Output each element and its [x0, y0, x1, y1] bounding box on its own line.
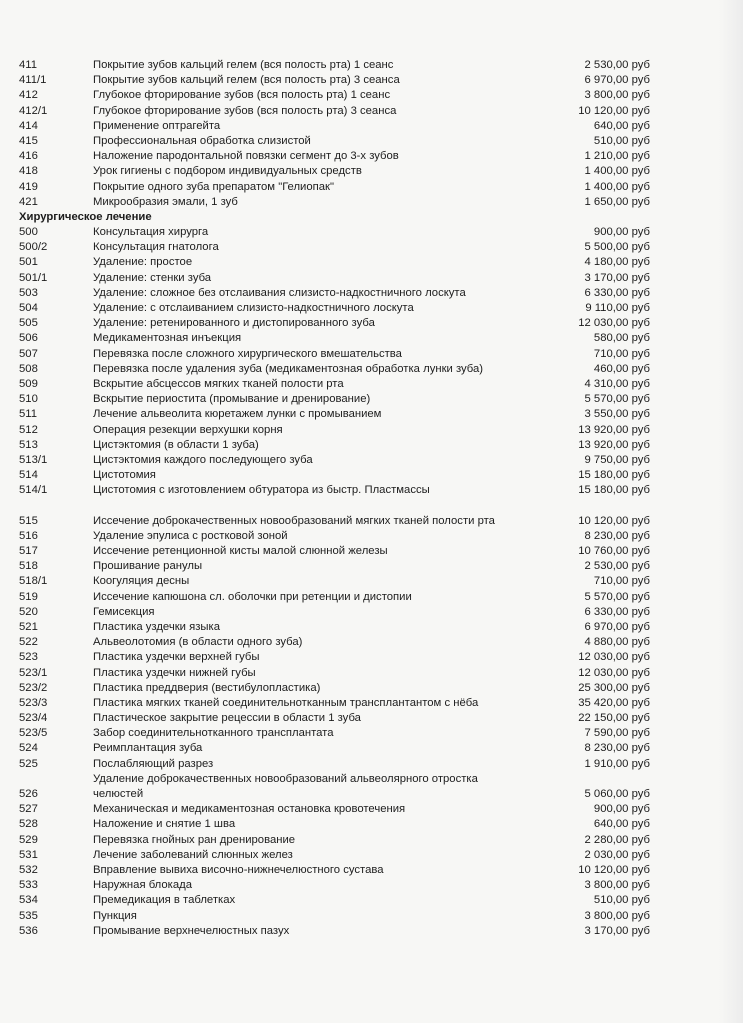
service-code: 412: [19, 89, 38, 102]
service-code: 512: [19, 423, 38, 436]
service-code: 523/1: [19, 666, 48, 679]
service-code: 501/1: [19, 271, 48, 284]
service-name: Удаление: с отслаиванием слизисто-надкостничного лоскута: [93, 302, 414, 314]
service-code: 520: [19, 605, 38, 618]
service-name: Наружная блокада: [93, 879, 193, 892]
service-name: Перевязка гнойных ран дренирование: [93, 833, 296, 846]
service-name: Применение оптрагейта: [93, 119, 221, 132]
service-name: Прошивание ранулы: [93, 560, 203, 573]
service-name: Покрытие зубов кальций гелем (вся полость рта) 1 сеанс: [93, 59, 394, 71]
service-name: Лечение альвеолита кюретажем лунки с промыванием: [93, 408, 382, 421]
service-name: Пластика уздечки верхней губы: [93, 651, 260, 664]
service-price: 1 400,00 руб: [584, 165, 650, 178]
service-code: 501: [19, 256, 38, 269]
service-name: Вскрытие периостита (промывание и дренирование): [93, 393, 371, 406]
service-price: 580,00 руб: [593, 332, 650, 345]
service-price: 510,00 руб: [593, 134, 650, 147]
service-name: Профессиональная обработка слизистой: [93, 134, 311, 147]
service-code: 510: [19, 393, 38, 406]
service-name: Удаление доброкачественных новообразований альвеолярного отростка челюстей: [93, 772, 478, 801]
service-name: Медикаментозная инъекция: [93, 332, 242, 345]
table-row: [0, 225, 743, 240]
table-row: [0, 833, 743, 848]
table-row: [0, 650, 743, 665]
table-row: [0, 362, 743, 377]
service-price: 640,00 руб: [593, 119, 650, 132]
service-code: 503: [19, 286, 38, 299]
service-price: 12 030,00 руб: [578, 666, 650, 679]
page-edge-shadow: [719, 0, 743, 1023]
service-price: 3 800,00 руб: [584, 909, 650, 922]
service-name: Цистэктомия (в области 1 зуба): [93, 438, 259, 451]
service-price: 8 230,00 руб: [584, 529, 650, 542]
service-name: Иссечение капюшона сл. оболочки при ретенции и дистопии: [93, 590, 412, 603]
service-name: Коогуляция десны: [93, 575, 190, 588]
service-price: 22 150,00 руб: [578, 712, 650, 725]
table-row: [0, 802, 743, 817]
service-name: Цистотомия: [93, 469, 156, 482]
service-name: Иссечение ретенционной кисты малой слюнной железы: [93, 545, 388, 557]
service-price: 15 180,00 руб: [578, 469, 650, 482]
table-row: [0, 529, 743, 544]
service-code: 504: [19, 302, 38, 314]
service-name: Цистэктомия каждого последующего зуба: [93, 453, 313, 466]
service-name: Пластическое закрытие рецессии в области 1 зуба: [93, 712, 361, 725]
service-price: 3 800,00 руб: [584, 89, 650, 102]
service-code: 523/3: [19, 696, 48, 709]
service-price: 6 970,00 руб: [584, 620, 650, 633]
service-price: 8 230,00 руб: [584, 742, 650, 755]
service-name: Цистотомия с изготовлением обтуратора из быстр. Пластмассы: [93, 484, 430, 497]
service-code: 415: [19, 134, 38, 147]
service-price: 12 030,00 руб: [578, 651, 650, 664]
service-price: 2 530,00 руб: [584, 59, 650, 71]
table-row: [0, 817, 743, 832]
service-code: 518/1: [19, 575, 48, 588]
spacer: [0, 498, 743, 513]
service-code: 411/1: [19, 74, 47, 87]
table-row: [0, 347, 743, 362]
service-name: Удаление эпулиса с ростковой зоной: [93, 529, 288, 542]
service-code: 421: [19, 195, 38, 208]
service-price: 1 400,00 руб: [584, 180, 650, 193]
table-row: [0, 483, 743, 498]
service-code: 514: [19, 469, 38, 482]
table-row: [0, 544, 743, 559]
service-code: 528: [19, 818, 38, 831]
service-price: 5 570,00 руб: [584, 393, 650, 406]
table-row: [0, 392, 743, 407]
service-price: 1 650,00 руб: [584, 195, 650, 208]
table-row: [0, 58, 743, 73]
table-row: [0, 848, 743, 863]
service-code: 522: [19, 636, 38, 649]
price-table-block: [0, 225, 743, 498]
service-price: 2 030,00 руб: [584, 848, 650, 861]
service-price: 900,00 руб: [593, 226, 650, 239]
table-row: [0, 164, 743, 179]
table-row: [0, 590, 743, 605]
service-code: 523/4: [19, 712, 48, 725]
table-row: [0, 909, 743, 924]
service-name: Вправление вывиха височно-нижнечелюстного сустава: [93, 863, 384, 876]
service-price: 9 110,00 руб: [585, 302, 650, 314]
service-name: Механическая и медикаментозная остановка кровотечения: [93, 803, 406, 816]
service-code: 511: [19, 408, 38, 421]
service-price: 5 060,00 руб: [584, 788, 650, 800]
service-price: 900,00 руб: [593, 803, 650, 816]
service-name: Вскрытие абсцессов мягких тканей полости рта: [93, 377, 344, 390]
service-price: 15 180,00 руб: [578, 484, 650, 497]
service-name: Операция резекции верхушки корня: [93, 423, 283, 436]
service-price: 5 570,00 руб: [584, 590, 650, 603]
table-row: [0, 893, 743, 908]
service-price: 5 500,00 руб: [584, 241, 650, 254]
service-code: 414: [19, 119, 38, 132]
service-price: 13 920,00 руб: [578, 423, 650, 436]
service-price: 10 760,00 руб: [578, 545, 650, 557]
service-code: 523: [19, 651, 38, 664]
service-code: 526: [19, 788, 38, 800]
service-code: 513: [19, 438, 38, 451]
service-code: 412/1: [19, 104, 48, 117]
service-price: 12 030,00 руб: [578, 317, 650, 330]
table-row: [0, 255, 743, 270]
table-row: [0, 635, 743, 650]
service-name: Пластика уздечки языка: [93, 620, 220, 633]
service-name: Иссечение доброкачественных новообразований мягких тканей полости рта: [93, 514, 495, 527]
service-code: 419: [19, 180, 38, 193]
service-code: 527: [19, 803, 38, 816]
service-price: 3 170,00 руб: [584, 271, 650, 284]
service-price: 10 120,00 руб: [578, 514, 650, 527]
table-row: [0, 104, 743, 119]
price-table-block: [0, 802, 743, 939]
service-code: 532: [19, 863, 38, 876]
service-code: 509: [19, 377, 38, 390]
service-price: 3 800,00 руб: [584, 879, 650, 892]
service-code: 529: [19, 833, 38, 846]
service-name: Удаление: сложное без отслаивания слизисто-надкостничного лоскута: [93, 286, 466, 299]
service-code: 521: [19, 620, 38, 633]
service-price: 510,00 руб: [593, 894, 650, 907]
service-code: 519: [19, 590, 38, 603]
service-code: 506: [19, 332, 38, 345]
service-name: Глубокое фторирование зубов (вся полость рта) 1 сеанс: [93, 89, 391, 102]
service-code: 535: [19, 909, 38, 922]
service-name: Промывание верхнечелюстных пазух: [93, 924, 290, 937]
table-row: [0, 681, 743, 696]
service-price: 710,00 руб: [593, 575, 650, 588]
table-row: [0, 666, 743, 681]
service-price: 7 590,00 руб: [584, 727, 650, 740]
table-row: [0, 377, 743, 392]
table-row: [0, 423, 743, 438]
table-row: [0, 453, 743, 468]
service-name: Пластика уздечки нижней губы: [93, 666, 256, 679]
service-name: Послабляющий разрез: [93, 757, 214, 770]
service-code: 500: [19, 226, 38, 239]
service-name: Покрытие зубов кальций гелем (вся полость рта) 3 сеанса: [93, 74, 400, 87]
table-row: [0, 88, 743, 103]
service-name: Консультация гнатолога: [93, 241, 219, 254]
service-price: 4 310,00 руб: [584, 377, 650, 390]
service-name: Лечение заболеваний слюнных желез: [93, 848, 293, 861]
price-table-block: [0, 514, 743, 772]
table-row: [0, 73, 743, 88]
service-code: 523/5: [19, 727, 48, 740]
table-row: [0, 863, 743, 878]
service-code: 534: [19, 894, 38, 907]
table-row: [0, 726, 743, 741]
section-title: Хирургическое лечение: [19, 210, 152, 223]
table-row: [0, 620, 743, 635]
table-row: [0, 605, 743, 620]
service-name: Покрытие одного зуба препаратом "Гелиопак": [93, 180, 335, 193]
service-price: 640,00 руб: [593, 818, 650, 831]
service-price: 35 420,00 руб: [578, 696, 650, 709]
table-row: [0, 301, 743, 316]
service-code: 513/1: [19, 453, 48, 466]
service-code: 516: [19, 529, 38, 542]
service-price: 6 330,00 руб: [584, 286, 650, 299]
table-row: [0, 574, 743, 589]
price-table-block: [0, 58, 743, 210]
table-row: [0, 149, 743, 164]
table-row: [0, 180, 743, 195]
service-price: 6 330,00 руб: [584, 605, 650, 618]
service-code: 524: [19, 742, 38, 755]
service-price: 1 210,00 руб: [584, 150, 650, 163]
service-name: Удаление: ретенированного и дистопированного зуба: [93, 317, 375, 330]
table-row: [0, 772, 743, 802]
price-list: [0, 58, 743, 939]
service-price: 2 530,00 руб: [584, 560, 650, 573]
service-name: Забор соединительнотканного трансплантата: [93, 727, 334, 740]
table-row: [0, 271, 743, 286]
service-code: 517: [19, 545, 38, 557]
service-name: Глубокое фторирование зубов (вся полость рта) 3 сеанса: [93, 104, 397, 117]
service-name: Пункция: [93, 909, 137, 922]
service-price: 3 170,00 руб: [584, 924, 650, 937]
table-row: [0, 711, 743, 726]
table-row: [0, 924, 743, 939]
service-name: Микрообразия эмали, 1 зуб: [93, 195, 238, 208]
service-price: 4 880,00 руб: [584, 636, 650, 649]
service-price: 3 550,00 руб: [584, 408, 650, 421]
service-name: Премедикация в таблетках: [93, 894, 236, 907]
service-price: 10 120,00 руб: [578, 863, 650, 876]
service-code: 531: [19, 848, 38, 861]
service-price: 2 280,00 руб: [584, 833, 650, 846]
service-price: 10 120,00 руб: [578, 104, 650, 117]
service-name: Пластика мягких тканей соединительнотканным трансплантантом с нёба: [93, 696, 479, 709]
table-row: [0, 438, 743, 453]
service-code: 523/2: [19, 681, 48, 694]
table-row: [0, 286, 743, 301]
service-price: 6 970,00 руб: [584, 74, 650, 87]
table-row: [0, 514, 743, 529]
service-code: 533: [19, 879, 38, 892]
table-row: [0, 696, 743, 711]
table-row: [0, 331, 743, 346]
service-price: 4 180,00 руб: [584, 256, 650, 269]
service-name: Перевязка после сложного хирургического вмешательства: [93, 347, 402, 360]
service-code: 416: [19, 150, 38, 163]
service-name: Удаление: простое: [93, 256, 193, 269]
service-code: 525: [19, 757, 38, 770]
table-row: [0, 468, 743, 483]
service-name: Наложение и снятие 1 шва: [93, 818, 236, 831]
service-price: 460,00 руб: [593, 362, 650, 375]
service-code: 536: [19, 924, 38, 937]
service-name: Пластика преддверия (вестибулопластика): [93, 681, 321, 694]
table-row: [0, 134, 743, 149]
service-name: Консультация хирурга: [93, 226, 209, 239]
service-name: Альвеолотомия (в области одного зуба): [93, 636, 303, 649]
service-code: 500/2: [19, 241, 48, 254]
service-code: 505: [19, 317, 38, 330]
service-code: 518: [19, 560, 38, 573]
table-row: [0, 741, 743, 756]
service-name: Перевязка после удаления зуба (медикаментозная обработка лунки зуба): [93, 362, 484, 375]
table-row: [0, 316, 743, 331]
table-row: [0, 559, 743, 574]
service-price: 13 920,00 руб: [578, 438, 650, 451]
service-code: 514/1: [19, 484, 48, 497]
service-price: 9 750,00 руб: [584, 453, 650, 466]
table-row: [0, 407, 743, 422]
service-code: 418: [19, 165, 38, 178]
service-code: 507: [19, 347, 38, 360]
service-price: 710,00 руб: [593, 347, 650, 360]
service-code: 411: [19, 59, 38, 71]
service-name: Удаление: стенки зуба: [93, 271, 212, 284]
table-row: [0, 240, 743, 255]
service-name: Урок гигиены с подбором индивидуальных средств: [93, 165, 362, 178]
table-row: [0, 195, 743, 210]
service-name: Гемисекция: [93, 605, 155, 618]
service-name: Реимплантация зуба: [93, 742, 203, 755]
service-code: 515: [19, 514, 38, 527]
table-row: [0, 119, 743, 134]
table-row: [0, 878, 743, 893]
service-code: 508: [19, 362, 38, 375]
service-price: 25 300,00 руб: [578, 681, 650, 694]
service-name: Наложение пародонтальной повязки сегмент до 3-х зубов: [93, 150, 399, 163]
table-row: [0, 757, 743, 772]
service-price: 1 910,00 руб: [584, 757, 650, 770]
